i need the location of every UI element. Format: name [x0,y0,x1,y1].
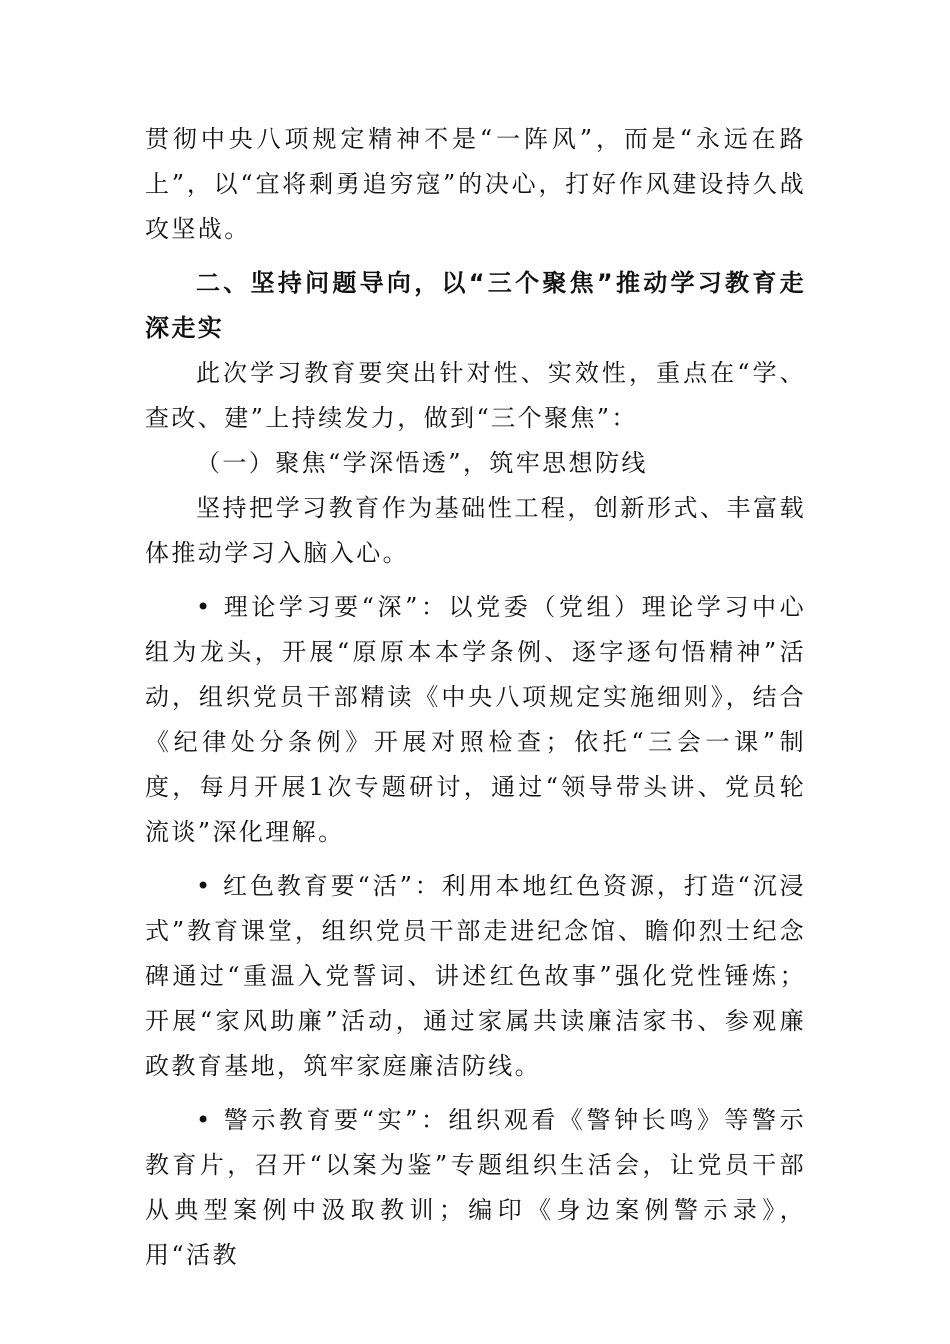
subsection-heading: （一）聚焦“学深悟透”，筑牢思想防线 [196,449,648,477]
bullet-text: 警示教育要“实”：组织观看《警钟长鸣》等警示教育片，召开“以案为鉴”专题组织生活会，让党员干部从典型案例中汲取教训；编印《身边案例警示录》，用“活教 [145,1106,806,1269]
bullet-item [145,864,806,1089]
body-paragraph: 贯彻中央八项规定精神不是“一阵风”，而是“永远在路上”，以“宜将剩勇追穷寇”的决心，打好作风建设持久战攻坚战。 [145,125,806,243]
bullet-text: 理论学习要“深”：以党委（党组）理论学习中心组为龙头，开展“原原本本学条例、逐字逐句悟精神”活动，组织党员干部精读《中央八项规定实施细则》，结合《纪律处分条例》开展对照检查；依托“三会一课”制度，每月开展1次专题研讨，通过“领导带头讲、党员轮流谈”深化理解。 [145,593,806,846]
bullet-icon: • [196,872,213,900]
body-paragraph: 坚持把学习教育作为基础性工程，创新形式、丰富载体推动学习入脑入心。 [145,494,806,567]
bullet-icon: • [196,1106,213,1134]
bullet-icon: • [196,593,213,621]
bullet-text: 红色教育要“活”：利用本地红色资源，打造“沉浸式”教育课堂，组织党员干部走进纪念馆、瞻仰烈士纪念碑通过“重温入党誓词、讲述红色故事”强化党性锤炼；开展“家风助廉”活动，通过家属共读廉洁家书、参观廉政教育基地，筑牢家庭廉洁防线。 [145,872,806,1080]
document-page [145,117,806,1278]
bullet-item [145,1098,806,1278]
bullet-item [145,585,806,855]
body-paragraph: 此次学习教育要突出针对性、实效性，重点在“学、查改、建”上持续发力，做到“三个聚焦”： [145,359,806,432]
section-heading: 二、坚持问题导向，以“三个聚焦”推动学习教育走深走实 [145,269,806,342]
